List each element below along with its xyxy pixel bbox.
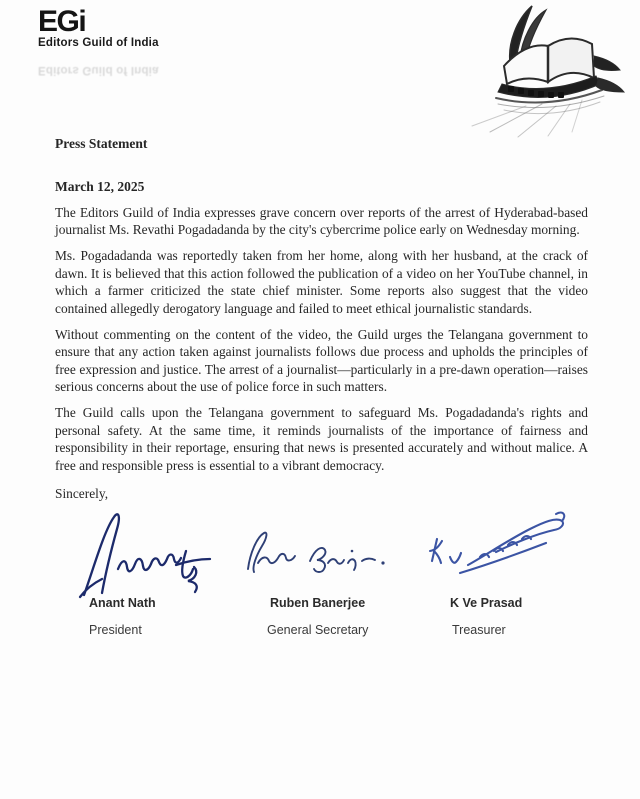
anant-nath-signature (78, 509, 216, 604)
signatory-title-3: Treasurer (452, 623, 506, 637)
letter-body (55, 136, 588, 474)
paragraph-2: Ms. Pogadadanda was reportedly taken from her home, along with her husband, at the crack of dawn. It is believed that this action followed the publication of a video on her YouTube channel, in which a farmer criticized the state chief minister. Some reports also suggest that the video contained allegedly derogatory language and failed to meet ethical journalistic standards. (55, 248, 588, 316)
ruben-banerjee-signature (240, 525, 388, 588)
signatory-name-2: Ruben Banerjee (270, 596, 366, 610)
book-and-quill-sketch-icon (452, 0, 632, 143)
egi-logo (38, 7, 159, 76)
signatory-title-1: President (89, 623, 142, 637)
paragraph-4: The Guild calls upon the Telangana government to safeguard Ms. Pogadadanda's rights and personal safety. At the same time, it reminds journalists of the importance of fairness and responsibility in their reportage, ensuring that news is presented accurately and without malice. A free and responsible press is essential to a vibrant democracy. (55, 405, 588, 473)
egi-logo-subtitle: Editors Guild of India (38, 37, 159, 49)
egi-logo-text: EGi (38, 5, 86, 38)
paragraph-1: The Editors Guild of India expresses grave concern over reports of the arrest of Hyderabad-based journalist Ms. Revathi Pogadadanda by the city's cybercrime police early on Wednesday morning. (55, 204, 588, 237)
signatory-name-3: K Ve Prasad (450, 596, 523, 610)
closing-salutation: Sincerely, (55, 486, 109, 501)
paragraph-3: Without commenting on the content of the video, the Guild urges the Telangana government to ensure that any action taken against journalists follows due process and upholds the principles of free expression and justice. The arrest of a journalist—particularly in a pre-dawn operation—raises serious concerns about the use of police force in such matters. (55, 326, 588, 394)
signatory-title-2: General Secretary (267, 623, 369, 637)
document-heading: Press Statement (55, 136, 148, 151)
egi-logo-reflection: Editors Guild of India (38, 63, 159, 76)
k-ve-prasad-signature (424, 509, 576, 588)
signatory-name-1: Anant Nath (89, 596, 156, 610)
document-date: March 12, 2025 (55, 179, 145, 194)
